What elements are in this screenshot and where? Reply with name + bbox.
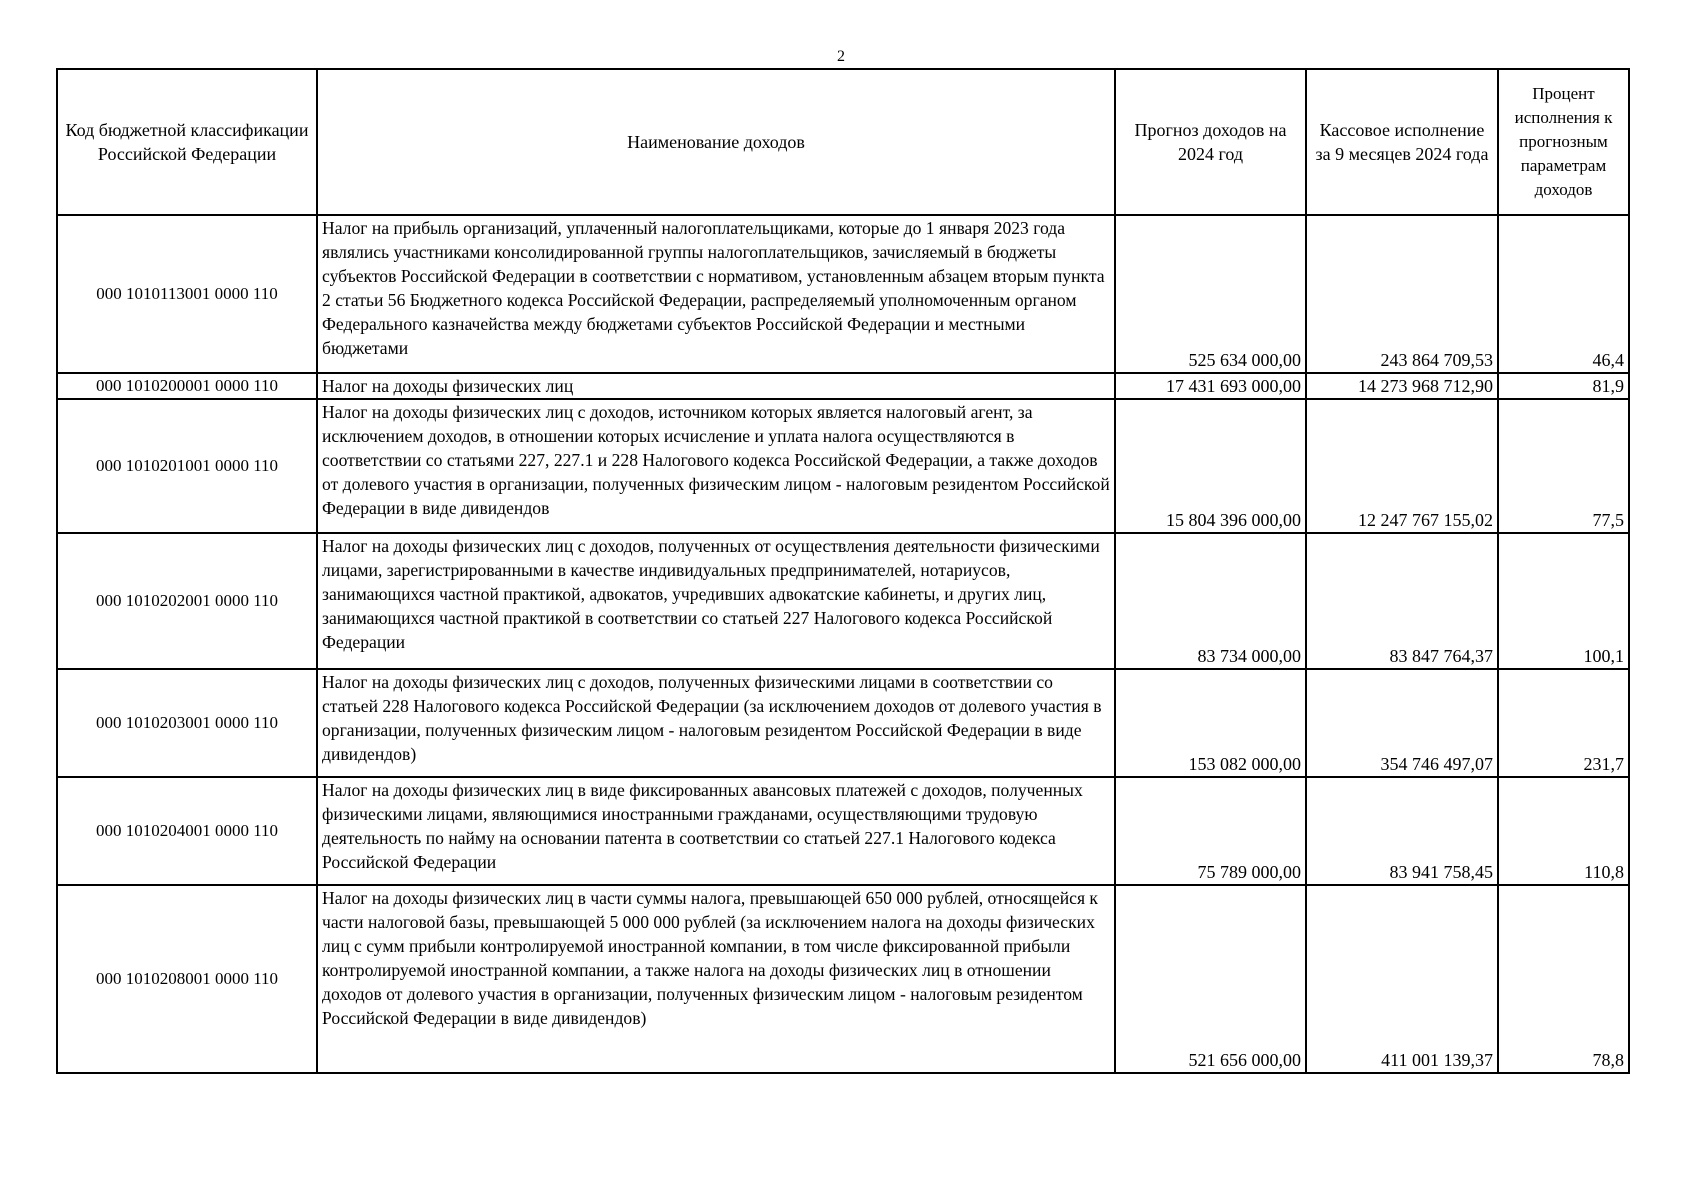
row-forecast: 521 656 000,00 xyxy=(1115,885,1306,1073)
row-code: 000 1010208001 0000 110 xyxy=(57,885,317,1073)
row-code: 000 1010201001 0000 110 xyxy=(57,399,317,533)
table-row xyxy=(57,399,1629,533)
table-row xyxy=(57,777,1629,885)
row-forecast: 525 634 000,00 xyxy=(1115,215,1306,373)
row-name: Налог на доходы физических лиц с доходов, источником которых является налоговый агент, за исключением доходов, в отношении которых исчисление и уплата налога осуществляются в соответствии со статьями 227, 227.1 и 228 Налогового кодекса Российской Федерации, а также доходов от долевого участия в организации, полученных физическим лицом - налоговым резидентом Российской Федерации в виде дивидендов xyxy=(317,399,1115,533)
header-execution: Кассовое исполнение за 9 месяцев 2024 года xyxy=(1306,69,1498,215)
revenue-table xyxy=(56,68,1630,1074)
row-code: 000 1010200001 0000 110 xyxy=(57,373,317,399)
row-execution: 83 941 758,45 xyxy=(1306,777,1498,885)
row-name: Налог на доходы физических лиц с доходов, полученных физическими лицами в соответствии со статьей 228 Налогового кодекса Российской Федерации (за исключением доходов от долевого участия в организации, полученных физическим лицом - налоговым резидентом Российской Федерации в виде дивидендов) xyxy=(317,669,1115,777)
table-row xyxy=(57,373,1629,399)
row-percent: 77,5 xyxy=(1498,399,1629,533)
row-percent: 78,8 xyxy=(1498,885,1629,1073)
table-row xyxy=(57,215,1629,373)
row-execution: 411 001 139,37 xyxy=(1306,885,1498,1073)
row-code: 000 1010203001 0000 110 xyxy=(57,669,317,777)
row-forecast: 15 804 396 000,00 xyxy=(1115,399,1306,533)
table-row xyxy=(57,533,1629,669)
row-name: Налог на доходы физических лиц в части суммы налога, превышающей 650 000 рублей, относящейся к части налоговой базы, превышающей 5 000 000 рублей (за исключением налога на доходы физических лиц с сумм прибыли контролируемой иностранной компании, в том числе фиксированной прибыли контролируемой иностранной компании, а также налога на доходы физических лиц в отношении доходов от долевого участия в организации, полученных физическим лицом - налоговым резидентом Российской Федерации в виде дивидендов) xyxy=(317,885,1115,1073)
row-execution: 243 864 709,53 xyxy=(1306,215,1498,373)
page-number: 2 xyxy=(837,48,845,65)
row-name: Налог на доходы физических лиц с доходов, полученных от осуществления деятельности физическими лицами, зарегистрированными в качестве индивидуальных предпринимателей, нотариусов, занимающихся частной практикой, адвокатов, учредивших адвокатские кабинеты, и других лиц, занимающихся частной практикой в соответствии со статьей 227 Налогового кодекса Российской Федерации xyxy=(317,533,1115,669)
row-percent: 110,8 xyxy=(1498,777,1629,885)
row-execution: 14 273 968 712,90 xyxy=(1306,373,1498,399)
row-percent: 231,7 xyxy=(1498,669,1629,777)
row-percent: 100,1 xyxy=(1498,533,1629,669)
table-row xyxy=(57,669,1629,777)
row-execution: 83 847 764,37 xyxy=(1306,533,1498,669)
row-percent: 81,9 xyxy=(1498,373,1629,399)
table-row xyxy=(57,885,1629,1073)
row-execution: 354 746 497,07 xyxy=(1306,669,1498,777)
row-forecast: 153 082 000,00 xyxy=(1115,669,1306,777)
row-code: 000 1010204001 0000 110 xyxy=(57,777,317,885)
row-execution: 12 247 767 155,02 xyxy=(1306,399,1498,533)
row-name: Налог на доходы физических лиц xyxy=(317,373,1115,399)
table-header-row xyxy=(57,69,1629,215)
row-name: Налог на прибыль организаций, уплаченный налогоплательщиками, которые до 1 января 2023 года являлись участниками консолидированной группы налогоплательщиков, зачисляемый в бюджеты субъектов Российской Федерации в соответствии с нормативом, установленным абзацем вторым пункта 2 статьи 56 Бюджетного кодекса Российской Федерации, распределяемый уполномоченным органом Федерального казначейства между бюджетами субъектов Российской Федерации и местными бюджетами xyxy=(317,215,1115,373)
row-forecast: 75 789 000,00 xyxy=(1115,777,1306,885)
row-code: 000 1010202001 0000 110 xyxy=(57,533,317,669)
row-name: Налог на доходы физических лиц в виде фиксированных авансовых платежей с доходов, полученных физическими лицами, являющимися иностранными гражданами, осуществляющими трудовую деятельность по найму на основании патента в соответствии со статьей 227.1 Налогового кодекса Российской Федерации xyxy=(317,777,1115,885)
row-forecast: 83 734 000,00 xyxy=(1115,533,1306,669)
row-code: 000 1010113001 0000 110 xyxy=(57,215,317,373)
row-forecast: 17 431 693 000,00 xyxy=(1115,373,1306,399)
header-forecast: Прогноз доходов на 2024 год xyxy=(1115,69,1306,215)
header-name: Наименование доходов xyxy=(317,69,1115,215)
header-code: Код бюджетной классификации Российской Федерации xyxy=(57,69,317,215)
row-percent: 46,4 xyxy=(1498,215,1629,373)
header-percent: Процент исполнения к прогнозным параметрам доходов xyxy=(1498,69,1629,215)
